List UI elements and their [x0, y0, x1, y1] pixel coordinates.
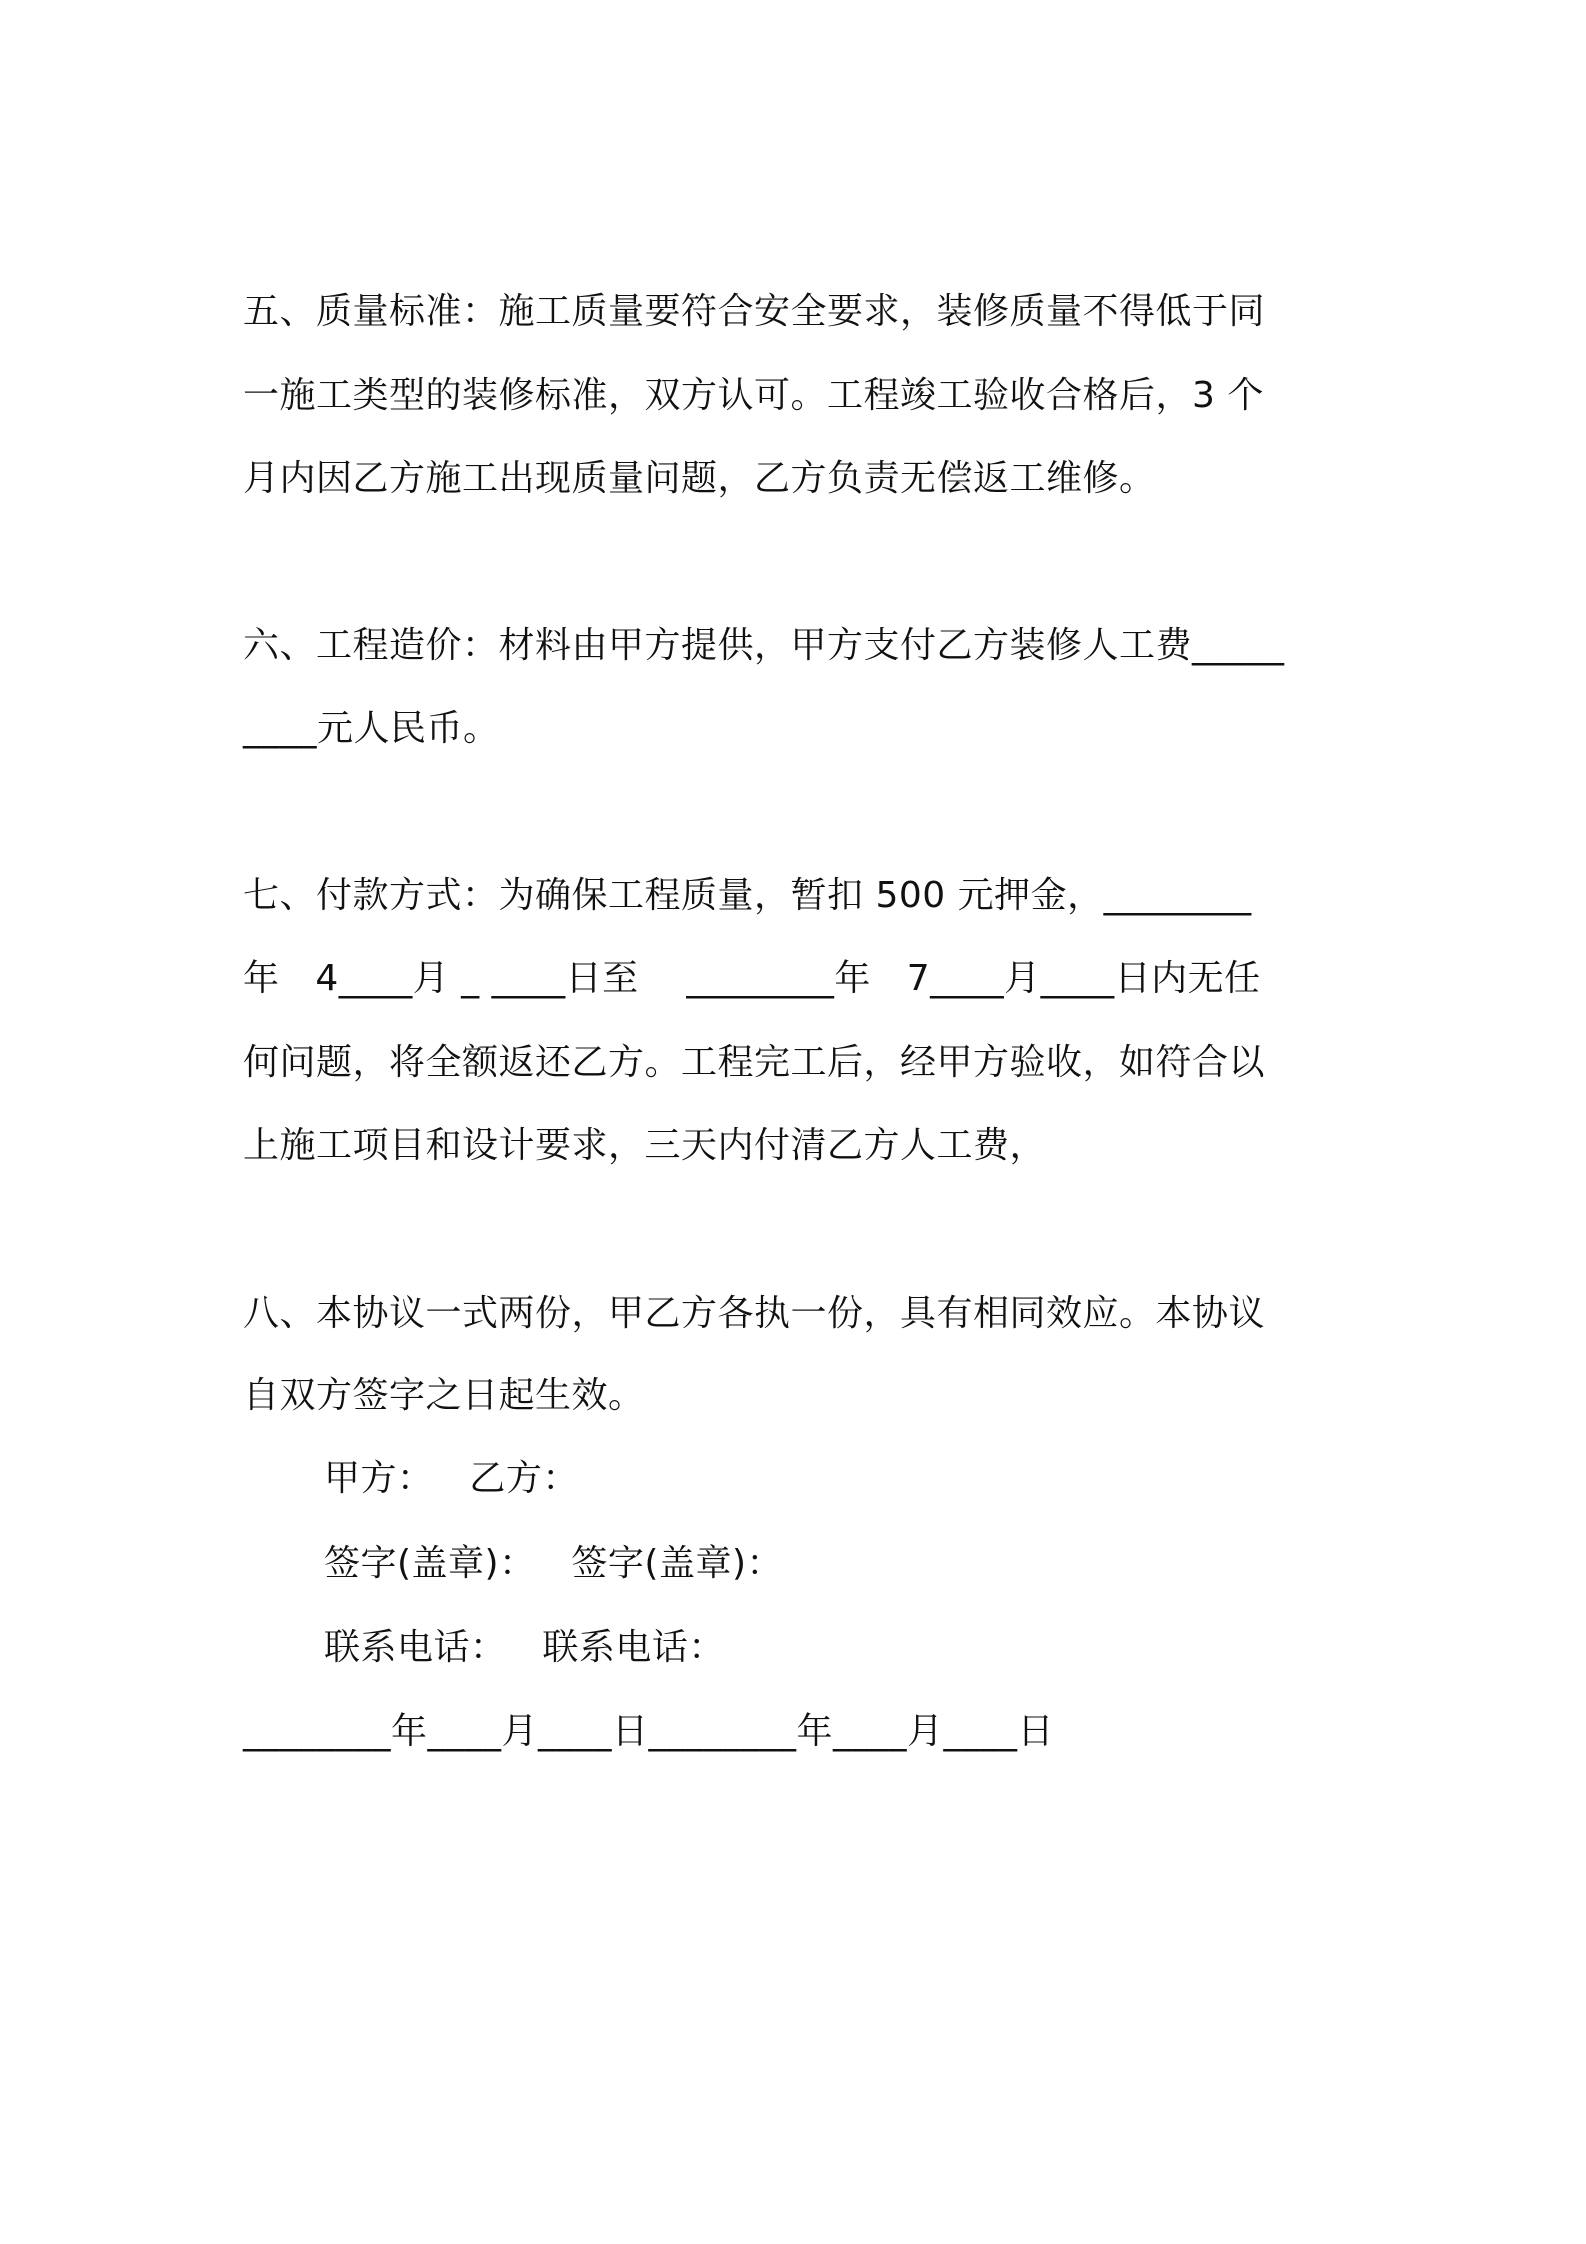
section8-line-1: 八、本协议一式两份，甲乙方各执一份，具有相同效应。本协议: [243, 1293, 1266, 1334]
signature-dates: ________年____月____日________年____月____日: [243, 1711, 1054, 1752]
section5-line-1: 五、质量标准：施工质量要符合安全要求，装修质量不得低于同: [243, 291, 1266, 332]
section7-line-2: 年 4____月 _ ____日至 ________年 7____月____日内无任: [243, 958, 1261, 999]
section7-line-1: 七、付款方式：为确保工程质量，暂扣 500 元押金，________: [243, 875, 1252, 916]
section7-line-4: 上施工项目和设计要求，三天内付清乙方人工费，: [243, 1125, 1047, 1166]
section6-line-2: ____元人民币。: [243, 708, 500, 749]
signature-phone: 联系电话： 联系电话：: [324, 1627, 725, 1668]
section6-line-1: 六、工程造价：材料由甲方提供，甲方支付乙方装修人工费_____: [243, 625, 1285, 666]
signature-sign: 签字(盖章)： 签字(盖章)：: [324, 1543, 784, 1584]
section5-line-3: 月内因乙方施工出现质量问题，乙方负责无偿返工维修。: [243, 458, 1156, 499]
section7-line-3: 何问题，将全额返还乙方。工程完工后，经甲方验收，如符合以: [243, 1042, 1266, 1083]
section5-line-2: 一施工类型的装修标准，双方认可。工程竣工验收合格后，3 个: [243, 375, 1264, 416]
section8-line-2: 自双方签字之日起生效。: [243, 1375, 645, 1416]
signature-parties: 甲方： 乙方：: [324, 1458, 579, 1499]
